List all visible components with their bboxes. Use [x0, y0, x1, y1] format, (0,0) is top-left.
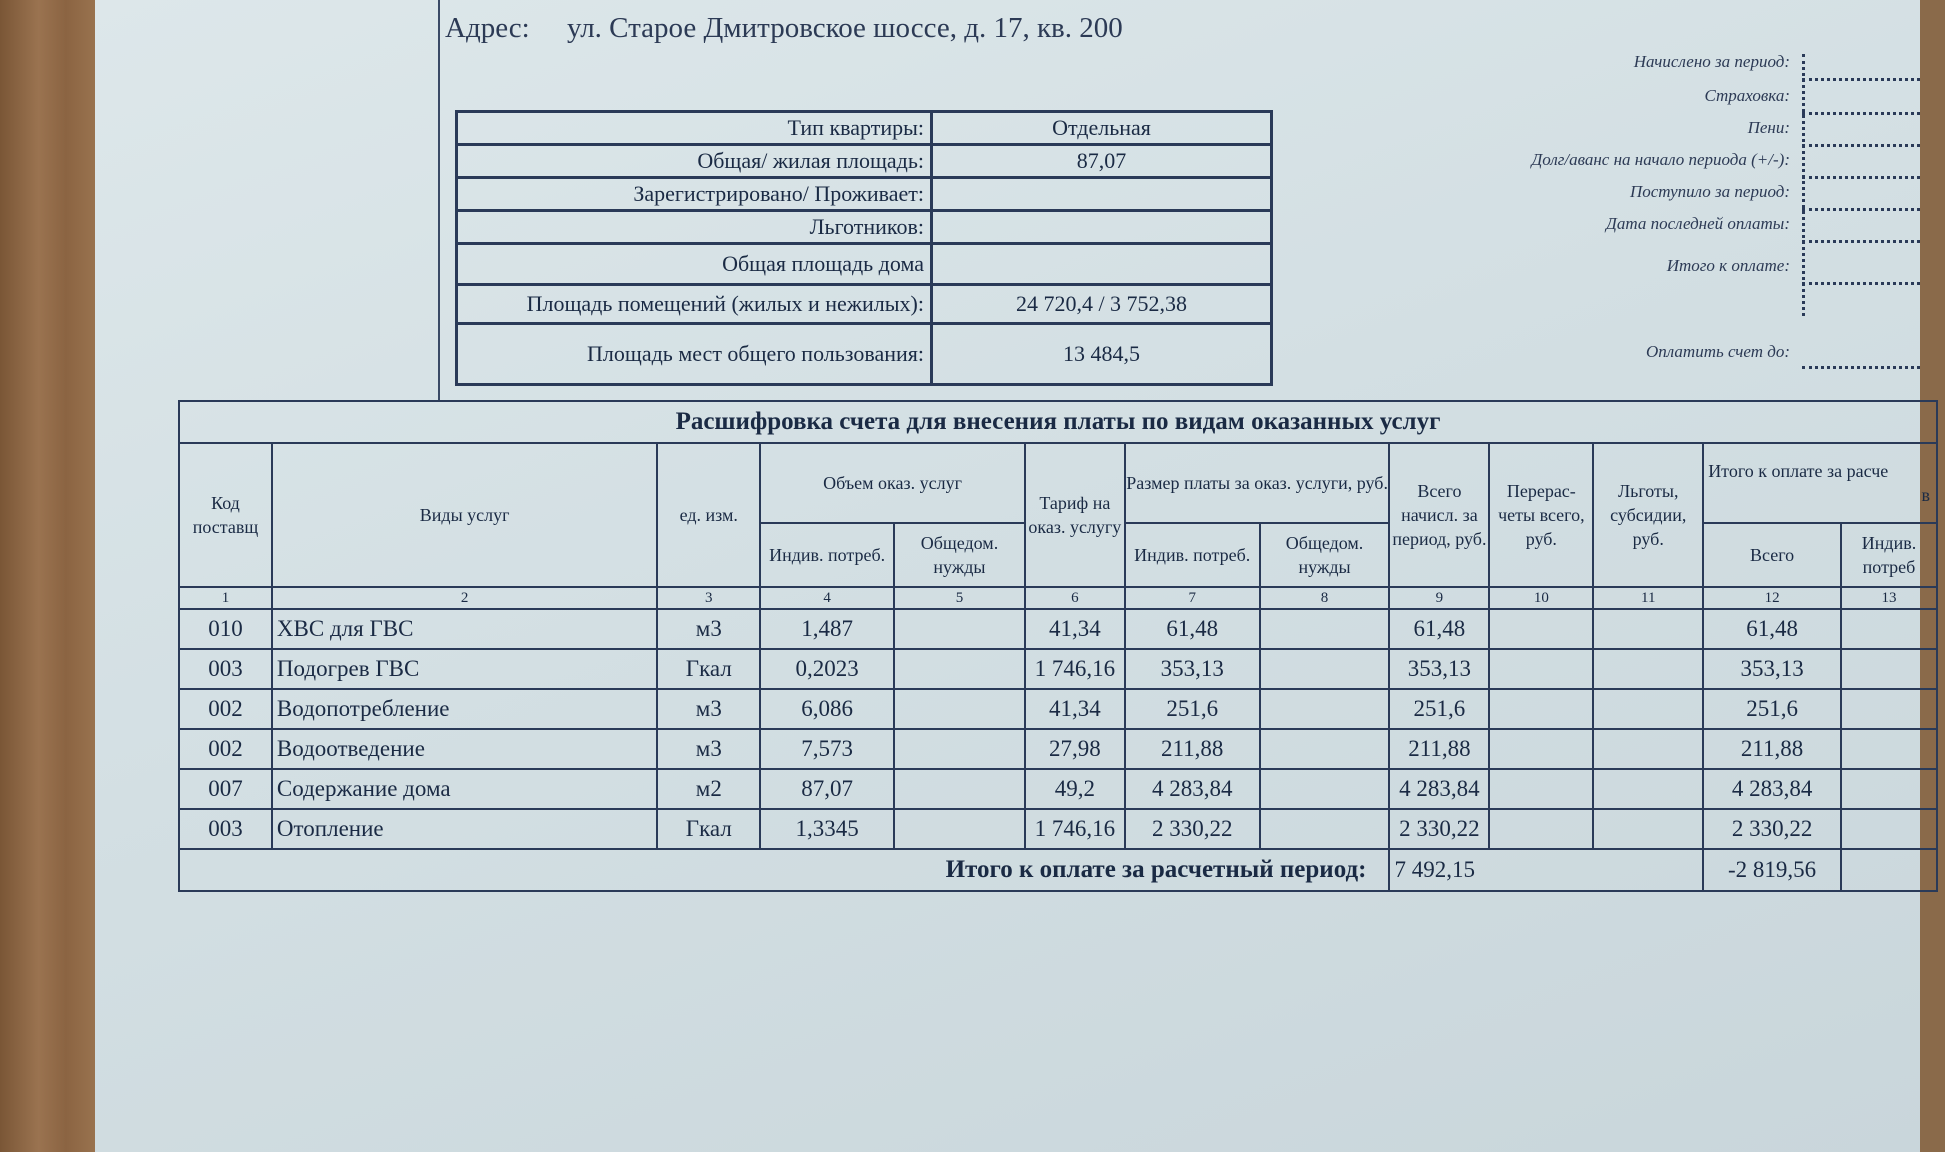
- cell-recalc: [1489, 769, 1593, 809]
- dotted-field: [1802, 282, 1920, 285]
- cell-recalc: [1489, 729, 1593, 769]
- table-row: [179, 809, 1937, 849]
- cell-service: Водопотребление: [272, 689, 657, 729]
- header-tariff: Тариф на оказ. услугу: [1025, 443, 1125, 587]
- table-row: [179, 609, 1937, 649]
- cell-pay-common: [1260, 729, 1390, 769]
- cell-vol-ind: 7,573: [760, 729, 894, 769]
- cell-benefits: [1593, 689, 1703, 729]
- cell-vol-common: [894, 689, 1025, 729]
- total-row: [179, 849, 1937, 891]
- cell-vol-common: [894, 809, 1025, 849]
- received-label: Поступило за период:: [1629, 182, 1790, 201]
- info-label: Площадь мест общего пользования:: [457, 324, 932, 385]
- table-row: [179, 689, 1937, 729]
- wooden-desk-background: [0, 0, 110, 1152]
- col-num: 4: [760, 587, 894, 609]
- cell-tariff: 41,34: [1025, 609, 1125, 649]
- cell-tariff: 1 746,16: [1025, 649, 1125, 689]
- cell-unit: м2: [657, 769, 760, 809]
- cell-pay-common: [1260, 609, 1390, 649]
- cell-col13: [1841, 689, 1937, 729]
- cell-vol-common: [894, 769, 1025, 809]
- info-row: [457, 211, 1272, 244]
- info-label: Льготников:: [457, 211, 932, 244]
- cell-pay-common: [1260, 689, 1390, 729]
- dotted-field: [1802, 240, 1920, 243]
- cell-total: 353,13: [1389, 649, 1489, 689]
- col-num: 8: [1260, 587, 1390, 609]
- cell-code: 003: [179, 649, 272, 689]
- cell-pay-ind: 61,48: [1125, 609, 1260, 649]
- info-value: [932, 178, 1272, 211]
- cell-tariff: 41,34: [1025, 689, 1125, 729]
- divider-line: [438, 0, 440, 400]
- cell-code: 002: [179, 729, 272, 769]
- accrued-label: Начислено за период:: [1633, 52, 1790, 71]
- col-num: 2: [272, 587, 657, 609]
- cell-code: 010: [179, 609, 272, 649]
- cell-pay-common: [1260, 809, 1390, 849]
- total-label: Итого к оплате за расчетный период:: [179, 849, 1389, 891]
- cell-pay-common: [1260, 649, 1390, 689]
- cell-unit: м3: [657, 689, 760, 729]
- cell-benefits: [1593, 649, 1703, 689]
- cell-service: Подогрев ГВС: [272, 649, 657, 689]
- cell-tariff: 49,2: [1025, 769, 1125, 809]
- cell-to-pay: 353,13: [1703, 649, 1841, 689]
- cell-to-pay: 4 283,84: [1703, 769, 1841, 809]
- cell-pay-ind: 211,88: [1125, 729, 1260, 769]
- insurance-label: Страховка:: [1704, 86, 1790, 105]
- cell-to-pay: 61,48: [1703, 609, 1841, 649]
- cell-unit: м3: [657, 729, 760, 769]
- col-num: 12: [1703, 587, 1841, 609]
- table-row: [179, 769, 1937, 809]
- cell-unit: Гкал: [657, 809, 760, 849]
- debt-label: Долг/аванс на начало периода (+/-):: [1531, 150, 1790, 169]
- cell-recalc: [1489, 689, 1593, 729]
- table-row: [179, 649, 1937, 689]
- header-code: Код поставщ: [179, 443, 272, 587]
- col-num: 11: [1593, 587, 1703, 609]
- cell-benefits: [1593, 769, 1703, 809]
- header-pay-ind: Индив. потреб.: [1125, 523, 1260, 587]
- cell-service: Водоотведение: [272, 729, 657, 769]
- cell-col13: [1841, 609, 1937, 649]
- col-num: 7: [1125, 587, 1260, 609]
- col-num: 10: [1489, 587, 1593, 609]
- cell-vol-ind: 87,07: [760, 769, 894, 809]
- header-vol-ind: Индив. потреб.: [760, 523, 894, 587]
- cell-code: 007: [179, 769, 272, 809]
- dotted-field: [1802, 78, 1920, 81]
- cell-to-pay: 211,88: [1703, 729, 1841, 769]
- header-volume: Объем оказ. услуг: [760, 443, 1025, 523]
- cell-col13: [1841, 769, 1937, 809]
- col-num: 5: [894, 587, 1025, 609]
- cell-pay-ind: 2 330,22: [1125, 809, 1260, 849]
- col-num: 9: [1389, 587, 1489, 609]
- cell-total: 211,88: [1389, 729, 1489, 769]
- header-row: [179, 443, 1937, 523]
- info-row: [457, 324, 1272, 385]
- header-ind-cut: Индив. потреб: [1841, 523, 1937, 587]
- info-row: [457, 244, 1272, 285]
- cell-benefits: [1593, 809, 1703, 849]
- cell-to-pay: 251,6: [1703, 689, 1841, 729]
- info-value: [932, 211, 1272, 244]
- cell-total: 61,48: [1389, 609, 1489, 649]
- cell-pay-ind: 251,6: [1125, 689, 1260, 729]
- info-value: 87,07: [932, 145, 1272, 178]
- cell-pay-ind: 353,13: [1125, 649, 1260, 689]
- dotted-field: [1802, 144, 1920, 147]
- info-label: Общая/ жилая площадь:: [457, 145, 932, 178]
- info-value: Отдельная: [932, 112, 1272, 145]
- table-title: Расшифровка счета для внесения платы по видам оказанных услуг: [179, 401, 1937, 443]
- cell-service: ХВС для ГВС: [272, 609, 657, 649]
- cell-col13: [1841, 729, 1937, 769]
- cell-tariff: 1 746,16: [1025, 809, 1125, 849]
- header-in-label: в: [1921, 485, 1930, 505]
- info-label: Общая площадь дома: [457, 244, 932, 285]
- header-vol-common: Общедом. нужды: [894, 523, 1025, 587]
- cell-unit: Гкал: [657, 649, 760, 689]
- info-row: [457, 112, 1272, 145]
- cell-total: 2 330,22: [1389, 809, 1489, 849]
- cell-service: Отопление: [272, 809, 657, 849]
- header-to-pay-label: Итого к оплате за расче: [1708, 461, 1889, 481]
- apartment-info-table: [455, 110, 1273, 386]
- services-table: [178, 400, 1938, 892]
- cell-vol-ind: 0,2023: [760, 649, 894, 689]
- header-benefits: Льготы, субсидии, руб.: [1593, 443, 1703, 587]
- cell-col13: [1841, 809, 1937, 849]
- col-num: 13: [1841, 587, 1937, 609]
- cell-total: 251,6: [1389, 689, 1489, 729]
- header-to-pay-total: Всего: [1703, 523, 1841, 587]
- header-pay-common: Общедом. нужды: [1260, 523, 1390, 587]
- penalty-label: Пени:: [1747, 118, 1790, 137]
- info-value: 13 484,5: [932, 324, 1272, 385]
- cell-vol-common: [894, 729, 1025, 769]
- cell-benefits: [1593, 609, 1703, 649]
- col-num: 1: [179, 587, 272, 609]
- header-service: Виды услуг: [272, 443, 657, 587]
- cell-tariff: 27,98: [1025, 729, 1125, 769]
- cell-vol-ind: 1,3345: [760, 809, 894, 849]
- header-total-accrued: Всего начисл. за период, руб.: [1389, 443, 1489, 587]
- cell-vol-ind: 1,487: [760, 609, 894, 649]
- total-col13: [1841, 849, 1937, 891]
- info-label: Тип квартиры:: [457, 112, 932, 145]
- col-num: 3: [657, 587, 760, 609]
- last-payment-label: Дата последней оплаты:: [1606, 214, 1790, 233]
- cell-unit: м3: [657, 609, 760, 649]
- header-to-pay: [1703, 443, 1937, 523]
- total-accrued: 7 492,15: [1389, 849, 1703, 891]
- info-row: [457, 178, 1272, 211]
- cell-recalc: [1489, 609, 1593, 649]
- address-line: [445, 12, 1123, 45]
- info-row: [457, 145, 1272, 178]
- cell-service: Содержание дома: [272, 769, 657, 809]
- cell-code: 002: [179, 689, 272, 729]
- info-row: [457, 285, 1272, 324]
- cell-recalc: [1489, 809, 1593, 849]
- dotted-field: [1802, 176, 1920, 179]
- total-to-pay: -2 819,56: [1703, 849, 1841, 891]
- table-title-row: [179, 401, 1937, 443]
- cell-vol-common: [894, 649, 1025, 689]
- header-recalc: Перерас-четы всего, руб.: [1489, 443, 1593, 587]
- total-due-label: Итого к оплате:: [1666, 256, 1790, 275]
- cell-pay-common: [1260, 769, 1390, 809]
- dotted-field: [1802, 208, 1920, 211]
- cell-recalc: [1489, 649, 1593, 689]
- dotted-field: [1802, 366, 1920, 369]
- info-value: 24 720,4 / 3 752,38: [932, 285, 1272, 324]
- info-label: Зарегистрировано/ Проживает:: [457, 178, 932, 211]
- cell-vol-common: [894, 609, 1025, 649]
- cell-to-pay: 2 330,22: [1703, 809, 1841, 849]
- cell-total: 4 283,84: [1389, 769, 1489, 809]
- cell-vol-ind: 6,086: [760, 689, 894, 729]
- cell-pay-ind: 4 283,84: [1125, 769, 1260, 809]
- col-num: 6: [1025, 587, 1125, 609]
- cell-col13: [1841, 649, 1937, 689]
- header-payment: Размер платы за оказ. услуги, руб.: [1125, 443, 1390, 523]
- column-numbers-row: [179, 587, 1937, 609]
- dotted-field: [1802, 112, 1920, 115]
- info-label: Площадь помещений (жилых и нежилых):: [457, 285, 932, 324]
- cell-benefits: [1593, 729, 1703, 769]
- header-unit: ед. изм.: [657, 443, 760, 587]
- pay-until-label: Оплатить счет до:: [1646, 342, 1790, 361]
- cell-code: 003: [179, 809, 272, 849]
- info-value: [932, 244, 1272, 285]
- address-label: Адрес:: [445, 12, 530, 44]
- address-value: ул. Старое Дмитровское шоссе, д. 17, кв. 200: [566, 12, 1123, 44]
- table-row: [179, 729, 1937, 769]
